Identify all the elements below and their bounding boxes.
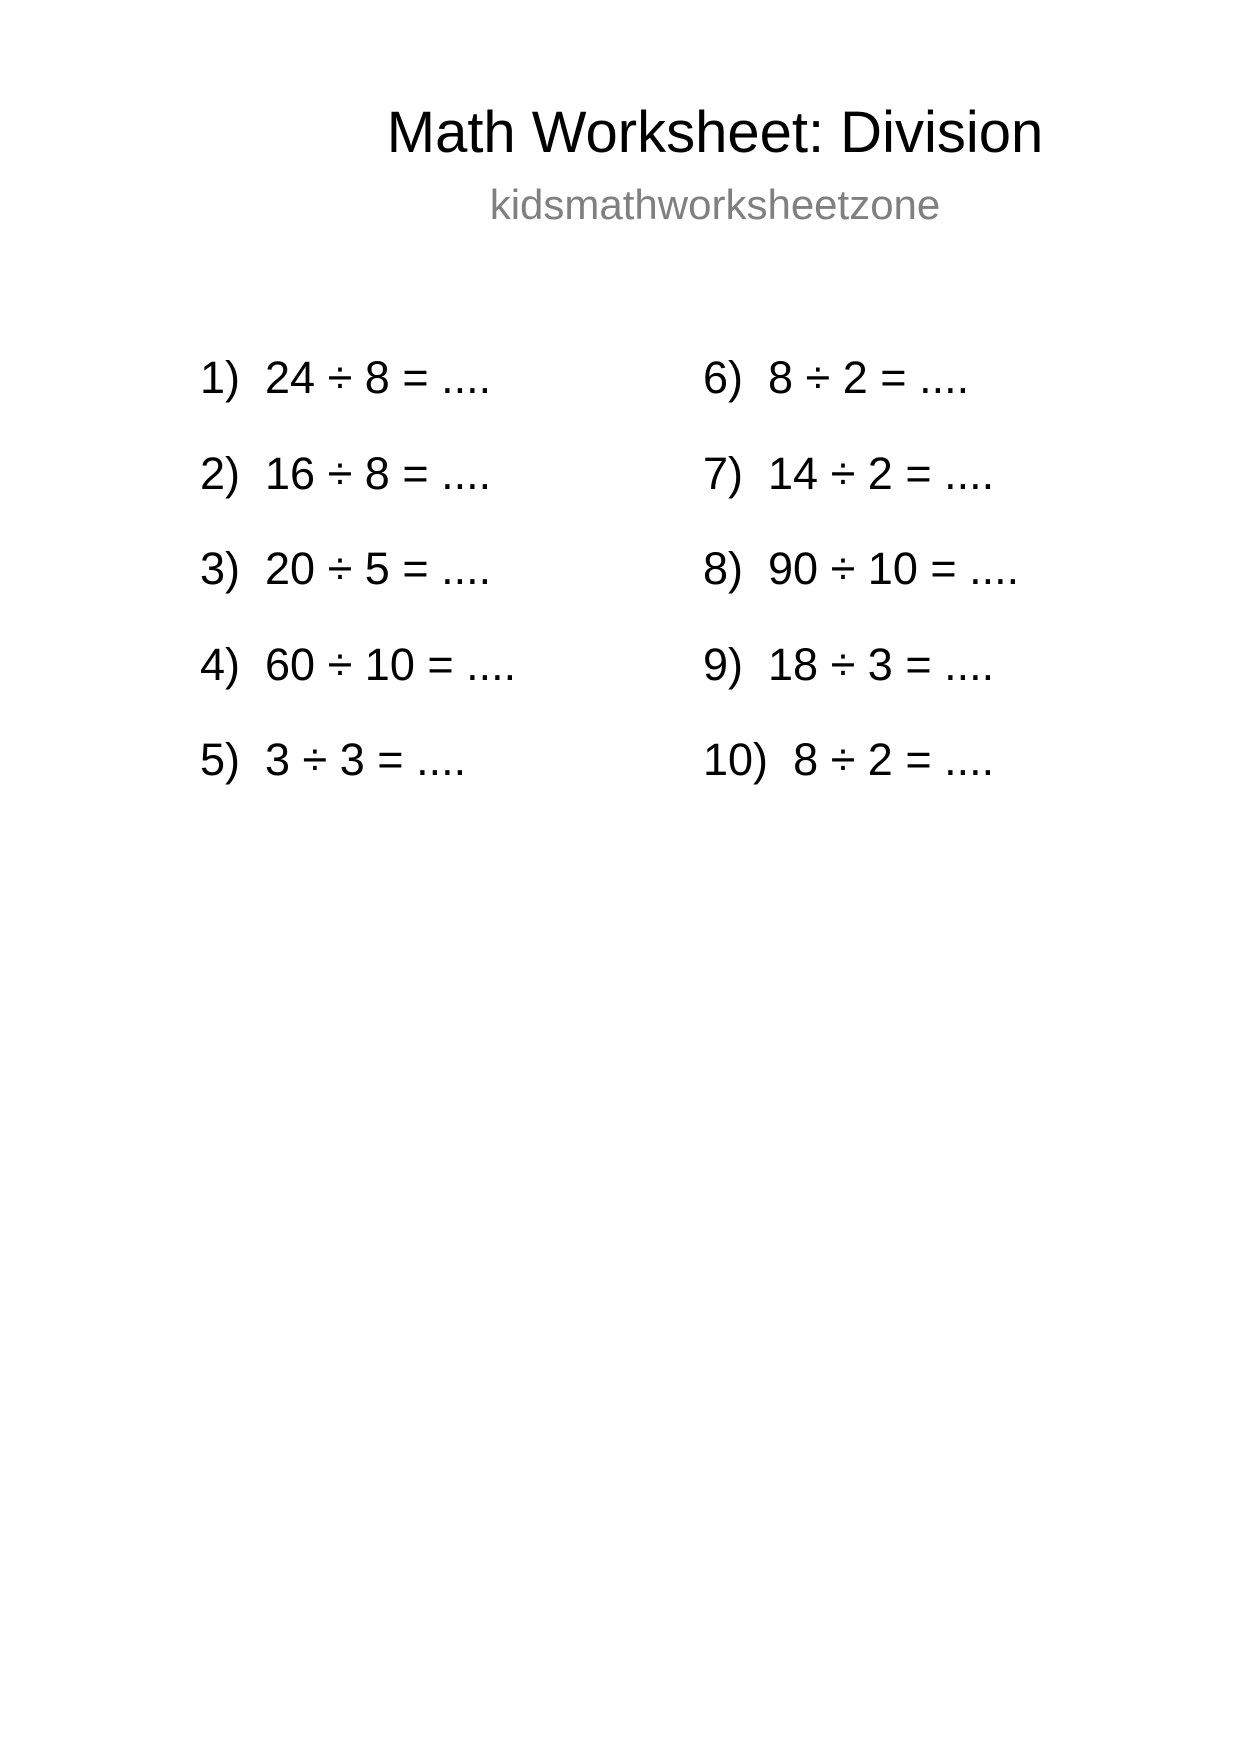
problem-item	[703, 350, 1019, 446]
problems-left-column	[200, 350, 516, 828]
problem-item	[703, 637, 1019, 733]
problem-item	[200, 350, 516, 446]
problem-number: 6)	[703, 352, 744, 403]
problem-expression: 90 ÷ 10 = ....	[768, 543, 1020, 594]
page-subtitle: kidsmathworksheetzone	[489, 181, 941, 228]
problem-expression: 3 ÷ 3 = ....	[265, 734, 467, 785]
problem-expression: 14 ÷ 2 = ....	[768, 447, 995, 499]
problem-item	[703, 446, 1019, 542]
problem-expression: 8 ÷ 2 = ....	[793, 734, 995, 785]
problem-expression: 24 ÷ 8 = ....	[265, 352, 492, 403]
problem-number: 10)	[703, 734, 769, 785]
problem-expression: 60 ÷ 10 = ....	[265, 638, 517, 690]
problem-number: 5)	[200, 734, 241, 785]
problem-item	[703, 732, 1019, 828]
problem-number: 2)	[200, 447, 241, 499]
problem-number: 1)	[200, 352, 241, 403]
problem-expression: 18 ÷ 3 = ....	[768, 638, 995, 690]
problem-item	[200, 541, 516, 637]
problem-number: 4)	[200, 638, 241, 690]
problem-expression: 20 ÷ 5 = ....	[265, 543, 492, 594]
problem-expression: 16 ÷ 8 = ....	[265, 447, 492, 499]
problem-item	[200, 446, 516, 542]
problem-item	[200, 732, 516, 828]
problem-item	[200, 637, 516, 733]
problem-number: 3)	[200, 543, 241, 594]
page-title: Math Worksheet: Division	[386, 100, 1044, 165]
problem-expression: 8 ÷ 2 = ....	[768, 352, 970, 403]
problem-number: 9)	[703, 638, 744, 690]
problem-number: 8)	[703, 543, 744, 594]
problems-right-column	[703, 350, 1019, 828]
problem-number: 7)	[703, 447, 744, 499]
problem-item	[703, 541, 1019, 637]
